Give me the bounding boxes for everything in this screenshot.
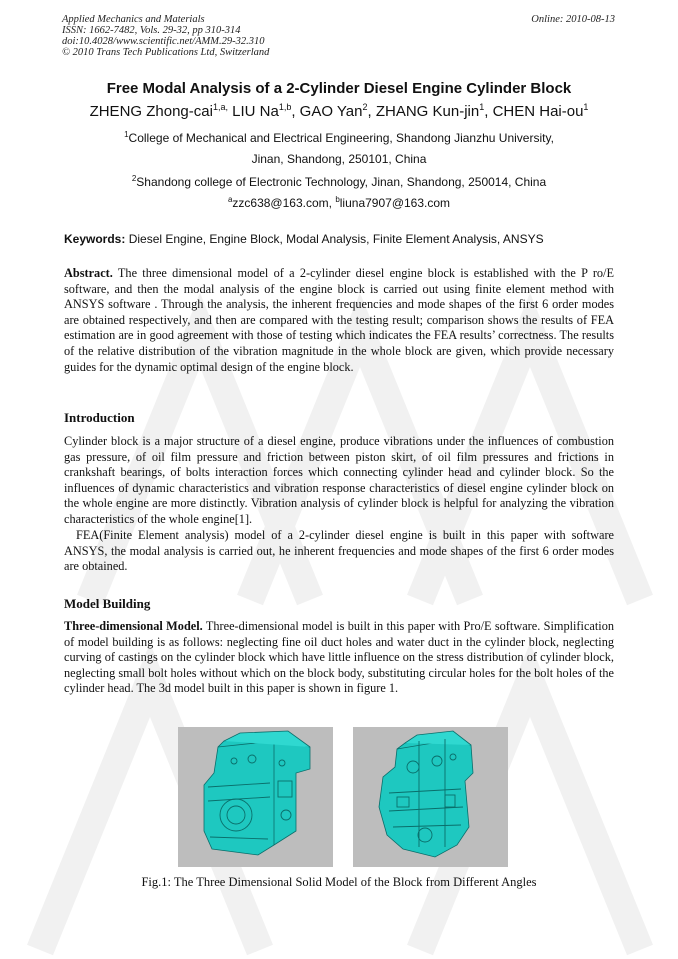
author-name: LIU Na	[232, 103, 279, 120]
introduction-paragraph-2: FEA(Finite Element analysis) model of a 2-cylinder diesel engine is built in this paper with software ANSYS, the modal analysis is carried out, he inherent frequencies and mode shapes of the first 6 order modes are obtained.	[64, 528, 614, 574]
engine-block-illustration	[178, 727, 333, 867]
keywords-label: Keywords:	[64, 232, 126, 246]
doi-line: doi:10.4028/www.scientific.net/AMM.29-32.310	[62, 36, 265, 47]
model-building-paragraph	[64, 619, 614, 697]
affiliation-sup: 1	[124, 130, 129, 139]
introduction-paragraph-1: Cylinder block is a major structure of a diesel engine, produce vibrations under the influences of combustion gas pressure, of oil film pressure and friction between piston skirt, of oil film pressures and frictions in crankshaft bearings, of bolts interaction forces which connecting cylinder head and cylinder block. So the influences of dynamic characteristics and vibration response characteristics of diesel engine cylinder block on the whole engine are more distinctly. Vibration analysis of cylinder block is helpful for analyzing the vibration characteristics of the whole engine[1].	[64, 434, 614, 526]
online-date: Online: 2010-08-13	[531, 14, 615, 25]
copyright-line: © 2010 Trans Tech Publications Ltd, Switzerland	[62, 47, 270, 58]
keywords-text: Diesel Engine, Engine Block, Modal Analysis, Finite Element Analysis, ANSYS	[128, 232, 544, 246]
abstract-text: The three dimensional model of a 2-cylinder diesel engine block is established with the P ro/E software, and then the modal analysis of the engine block is carried out using finite element method with ANSYS software . Through the analysis, the inherent frequencies and mode shapes of the first 6 order modes are obtained respectively, and then are compared with the testing result; comparison shows the results of FEA estimation are in good agreement with those of testing which indicates the FEA results’ correctness. The results of the relative distribution of the vibration magnitude in the whole block are given, which provide necessary guides for the dynamic optimal design of the engine block.	[64, 266, 614, 374]
abstract-paragraph	[64, 266, 614, 375]
affiliation-sup: 2	[131, 174, 137, 183]
affiliation-1-line-1	[0, 130, 678, 145]
email-line	[0, 195, 678, 210]
author-sup: 1	[583, 102, 589, 112]
abstract-label: Abstract.	[64, 266, 113, 280]
author-sup: 1,a,	[212, 102, 228, 112]
affiliation-text: Shandong college of Electronic Technology, Jinan, Shandong, 250014, China	[136, 175, 547, 189]
affiliation-1-line-2: Jinan, Shandong, 250101, China	[251, 152, 427, 166]
author-name: ZHANG Kun-jin	[375, 103, 480, 120]
author-name: GAO Yan	[299, 103, 363, 120]
engine-block-model-view-2	[353, 727, 508, 867]
email-b[interactable]: liuna7907@163.com	[339, 196, 451, 210]
introduction-heading: Introduction	[64, 410, 135, 425]
keywords-line	[64, 232, 616, 246]
author-name: ZHENG Zhong-cai	[89, 103, 213, 120]
issn-line: ISSN: 1662-7482, Vols. 29-32, pp 310-314	[62, 25, 241, 36]
author-sup: 2	[362, 102, 368, 112]
affiliation-text: College of Mechanical and Electrical Engineering, Shandong Jianzhu University,	[128, 131, 554, 145]
email-sup: a	[227, 195, 233, 204]
author-sup: 1	[479, 102, 485, 112]
paper-title: Free Modal Analysis of a 2-Cylinder Diesel Engine Cylinder Block	[106, 80, 572, 97]
model-building-text: Three-dimensional model is built in this paper with Pro/E software. Simplification of model building is as follows: neglecting fine oil duct holes and water duct in the cylinder block, neglecting curving of castings on the cylinder block which have little influence on the stress distribution of cylinder block, neglecting small bolt holes without which on the block body, substituting circular holes for the bolt holes of the cylinder head. The 3d model built in this paper is shown in figure 1.	[64, 619, 614, 696]
figure-caption: Fig.1: The Three Dimensional Solid Model of the Block from Different Angles	[141, 875, 537, 889]
model-building-label: Three-dimensional Model.	[64, 619, 203, 633]
author-name: CHEN Hai-ou	[492, 103, 584, 120]
journal-header	[62, 14, 269, 58]
affiliation-2	[0, 174, 678, 189]
email-a[interactable]: zzc638@163.com,	[232, 196, 332, 210]
email-sup: b	[335, 195, 340, 204]
author-list: ZHENG Zhong-cai$^{1,a,}$ LIU Na$^{1,b}$, GAO Yan$^2$, ZHANG Kun-jin$^1$, CHEN Hai-$ou^1$	[89, 102, 589, 120]
model-building-heading: Model Building	[64, 596, 151, 611]
engine-block-illustration	[353, 727, 508, 867]
engine-block-model-view-1	[178, 727, 333, 867]
author-sup: 1,b	[278, 102, 292, 112]
journal-name: Applied Mechanics and Materials	[62, 14, 205, 25]
